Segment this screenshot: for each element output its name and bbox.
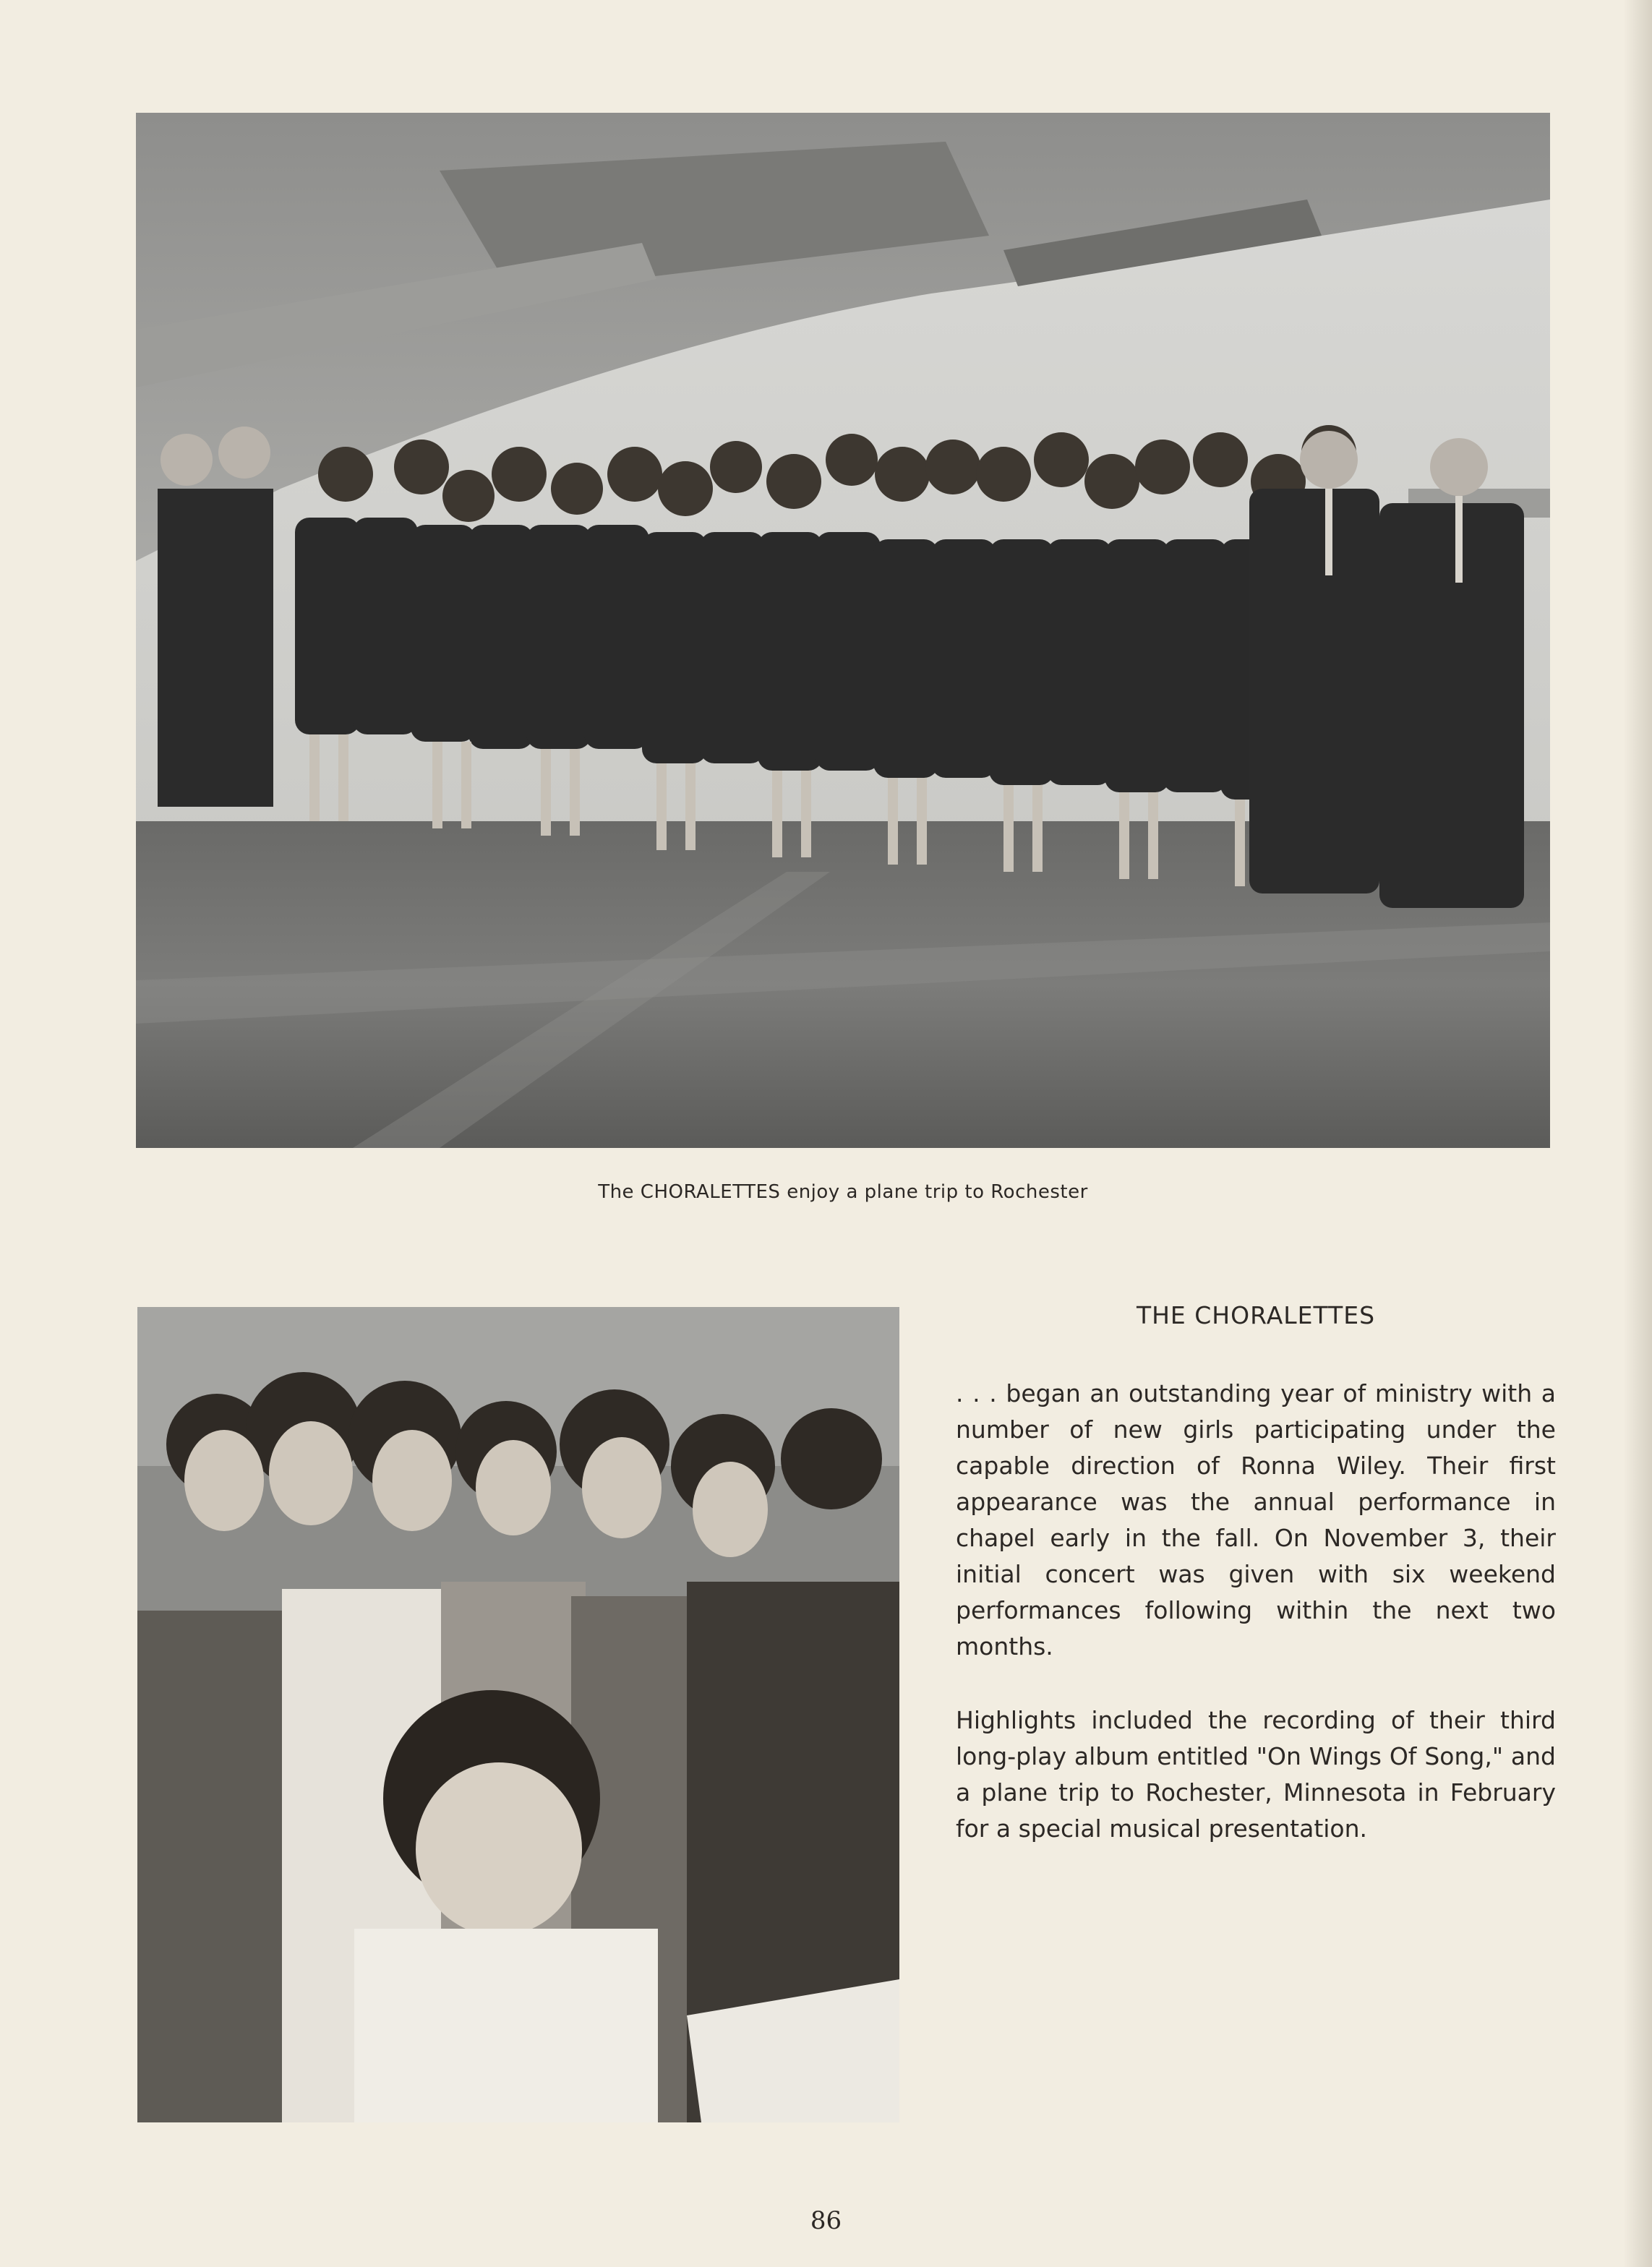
article-paragraph: Highlights included the recording of their third long-play album entitled "On Wings Of Song," and a plane trip to Rochester, Minnesota in February for a special musical presentation. [956,1706,1556,1843]
choralettes-plane-photo [136,113,1550,1148]
plane-photo-illustration [136,113,1550,1148]
choralettes-rehearsal-photo [137,1307,899,2122]
page-number: 86 [810,2206,842,2235]
rehearsal-photo-illustration [137,1307,899,2122]
article-paragraph: . . . began an outstanding year of ministry with a number of new girls participating under the capable direction of Ronna Wiley. Their first appearance was the annual performance in chapel early in the fall. On November 3, their initial concert was given with six weekend performances following within the next two months. [956,1379,1556,1660]
page-edge-shadow [1623,0,1652,2267]
choralettes-article [956,1301,1556,1885]
plane-photo-caption: The CHORALETTES enjoy a plane trip to Rochester [598,1181,1088,1203]
article-title: THE CHORALETTES [1136,1301,1376,1329]
